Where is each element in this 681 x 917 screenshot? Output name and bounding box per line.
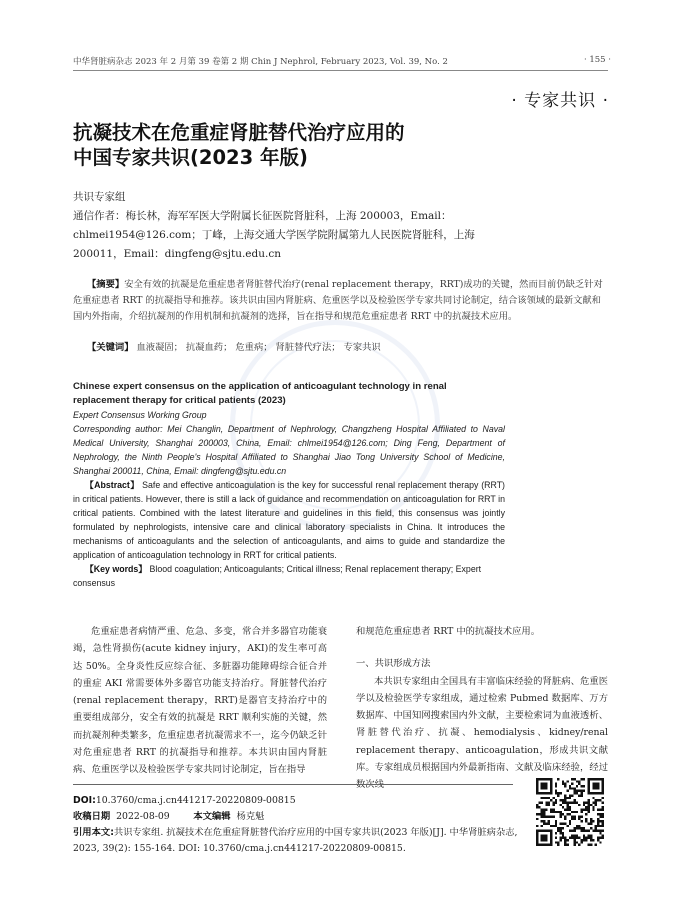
header-rule	[73, 70, 608, 71]
body-right-column	[356, 623, 608, 794]
cn-keywords-label: 【关键词】	[87, 342, 134, 353]
article-footer	[73, 793, 523, 857]
running-header: 中华肾脏病杂志 2023 年 2 月第 39 卷第 2 期 Chin J Nephrol, February 2023, Vol. 39, No. 2	[73, 57, 448, 67]
en-abstract	[73, 478, 505, 562]
footer-rule	[73, 784, 513, 785]
en-title: Chinese expert consensus on the application of anticoagulant technology in renal replacement therapy for critical patients (2023)	[73, 381, 447, 406]
section-label: · 专家共识 ·	[511, 91, 609, 111]
citation	[73, 825, 523, 857]
cn-keywords	[87, 340, 607, 356]
cn-abstract-text: 安全有效的抗凝是危重症患者肾脏替代治疗(renal replacement therapy，RRT)成功的关键，然而目前仍缺乏针对危重症患者 RRT 的抗凝指导和推荐。该共识由国内肾脏病、危重医学以及检验医学专家共同讨论制定，结合该领域的最新文献和国内外指南，介绍抗凝剂的作用机制和抗凝剂的选择，旨在指导和规范危重症患者 RRT 中的抗凝技术应用。	[73, 279, 603, 322]
qr-code[interactable]	[536, 778, 604, 846]
cn-abstract-label: 【摘要】	[87, 279, 125, 290]
corresponding-line-1: 通信作者：梅长林，海军军医大学附属长征医院肾脏科，上海 200003，Email：	[73, 210, 452, 222]
expert-group: 共识专家组	[73, 191, 126, 203]
received-date: 2022-08-09	[116, 811, 170, 822]
cn-authors	[73, 188, 608, 264]
body-right-para-2: 本共识专家组由全国具有丰富临床经验的肾脏病、危重医学以及检验医学专家组成，通过检索 Pubmed 数据库、万方数据库、中国知网搜索国内外文献，主要检索词为血液透析、肾脏替代治疗、抗凝、hemodialysis、kidney/renal replacement therapy、anticoagulation，形成共识文献库。专家组成员根据国内外最新指南、文献及临床经验，经过数次线	[356, 675, 608, 791]
section-heading: 一、共识形成方法	[356, 658, 431, 670]
en-keywords-label: 【Key words】	[85, 564, 148, 574]
cite-text: 共识专家组. 抗凝技术在危重症肾脏替代治疗应用的中国专家共识(2023 年版)[J]. 中华肾脏病杂志, 2023, 39(2): 155-164. DOI: 10.3760/cma.j.cn441217-20220809-00815.	[73, 827, 518, 854]
en-keywords	[73, 562, 505, 590]
body-left-column: 危重症患者病情严重、危急、多变，常合并多器官功能衰竭，急性肾损伤(acute kidney injury，AKI)的发生率可高达 50%。全身炎性反应综合征、多脏器功能障碍综合征合并的重症 AKI 常需要体外多器官功能支持治疗。肾脏替代治疗(renal replacement therapy，RRT)是器官支持治疗中的重要组成部分，安全有效的抗凝是 RRT 顺利实施的关键，然而抗凝剂种类繁多，危重症患者抗凝需求不一，迄今仍缺乏针对危重症患者 RRT 的抗凝指导和推荐。本共识由国内肾脏病、危重医学以及检验医学专家共同讨论制定，旨在指导	[73, 626, 327, 776]
corresponding-line-2: chlmei1954@126.com；丁峰，上海交通大学医学院附属第九人民医院肾脏科，上海	[73, 229, 475, 241]
cite-label: 引用本文:	[73, 827, 114, 838]
en-keywords-text: Blood coagulation; Anticoagulants; Critical illness; Renal replacement therapy; Expert consensus	[73, 564, 482, 588]
cn-keywords-text: 血液凝固； 抗凝血药； 危重病； 肾脏替代疗法； 专家共识	[136, 342, 381, 353]
corresponding-line-3: 200011，Email：dingfeng@sjtu.edu.cn	[73, 248, 281, 260]
article-title	[73, 120, 593, 170]
title-line-2: 中国专家共识(2023 年版)	[73, 146, 308, 169]
cn-abstract	[73, 277, 608, 325]
en-corresponding: Corresponding author: Mei Changlin, Department of Nephrology, Changzheng Hospital Affiliated to Naval Medical University, Shanghai 200003, China, Email: chlmei1954@126.com; Ding Feng, Department of Nephrology, the Ninth People's Hospital Affiliated to Shanghai Jiao Tong University School of Medicine, Shanghai 200011, China, Email: dingfeng@sjtu.edu.cn	[73, 424, 505, 476]
dates-line	[73, 809, 523, 825]
en-group: Expert Consensus Working Group	[73, 410, 207, 420]
en-abstract-label: 【Abstract】	[85, 480, 140, 490]
doi-line	[73, 793, 523, 809]
editor-label: 本文编辑	[193, 811, 231, 822]
doi-label: DOI:	[73, 795, 96, 806]
en-abstract-text: Safe and effective anticoagulation is the key for successful renal replacement therapy (RRT) in critical patients. However, there is still a lack of guidance and recommendation on anticoagulation for RRT in critical patients. Combined with the latest literature and guidelines in this field, this consensus was jointly formulated by nephrologists, intensive care and clinical laboratory specialists in China. It introduces the mechanisms of anticoagulants and the selection of anticoagulants, and aims to guide and standardize the application of anticoagulation technology in RRT for critical patients.	[73, 480, 505, 560]
english-abstract-block	[73, 380, 505, 590]
doi-value[interactable]: 10.3760/cma.j.cn441217-20220809-00815	[95, 795, 296, 806]
editor-name: 杨克魁	[236, 811, 265, 822]
page-number: · 155 ·	[583, 55, 611, 65]
title-line-1: 抗凝技术在危重症肾脏替代治疗应用的	[73, 121, 405, 144]
body-right-para-1: 和规范危重症患者 RRT 中的抗凝技术应用。	[356, 626, 540, 637]
received-label: 收稿日期	[73, 811, 111, 822]
